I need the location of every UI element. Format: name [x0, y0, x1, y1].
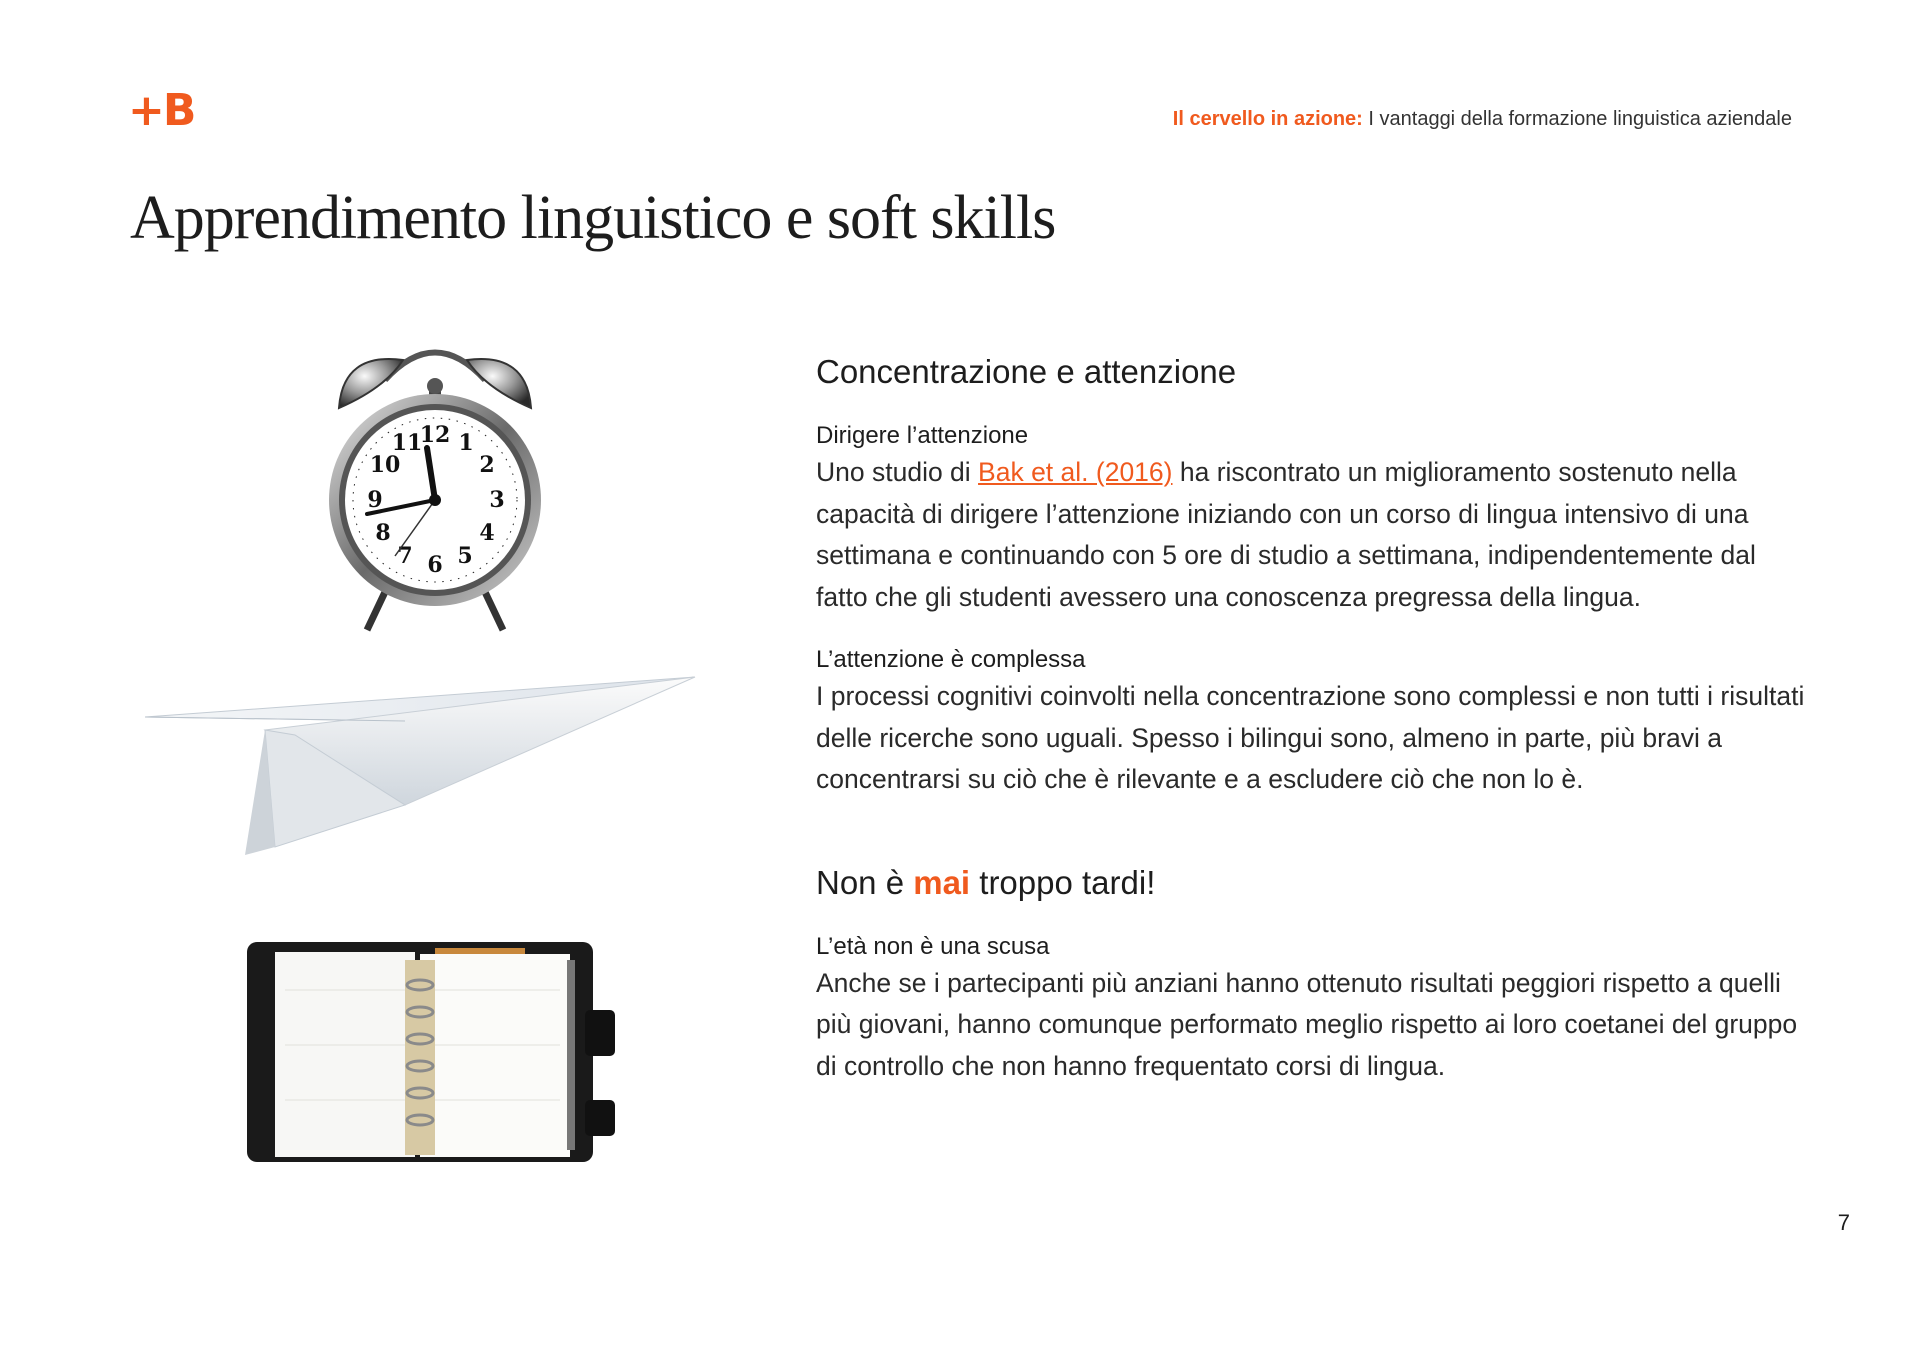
svg-text:2: 2: [479, 452, 495, 478]
svg-text:1: 1: [458, 430, 474, 456]
svg-text:8: 8: [375, 520, 391, 546]
svg-text:9: 9: [367, 487, 383, 513]
subtitle-age-no-excuse: L’età non è una scusa: [816, 932, 1050, 960]
svg-text:4: 4: [479, 520, 495, 546]
paper-airplane-photo: [145, 675, 725, 875]
svg-text:10: 10: [369, 452, 401, 478]
paragraph-directing-attention: [816, 452, 1806, 618]
alarm-clock-photo: [315, 330, 555, 650]
kicker-accent: Il cervello in azione:: [1172, 108, 1363, 130]
title-text: Non è: [816, 863, 914, 901]
subtitle-attention-complex: L’attenzione è complessa: [816, 646, 1086, 673]
main-content: [816, 350, 1806, 1087]
title-accent: mai: [913, 863, 971, 901]
citation-link[interactable]: Bak et al. (2016): [978, 457, 1173, 487]
svg-text:3: 3: [489, 487, 505, 513]
svg-text:12: 12: [419, 422, 451, 448]
header-kicker: [1173, 106, 1792, 132]
svg-text:11: 11: [391, 430, 423, 456]
open-planner-photo: [245, 940, 620, 1165]
page-number: 7: [1837, 1210, 1850, 1235]
illustrations-column: [120, 320, 720, 1200]
kicker-text: I vantaggi della formazione linguistica aziendale: [1362, 108, 1792, 130]
paragraph-age-no-excuse: Anche se i partecipanti più anziani hanno ottenuto risultati peggiori rispetto a quelli più giovani, hanno comunque performato meglio rispetto ai loro coetanei del gruppo di controllo che non hanno frequentato corsi di lingua.: [816, 967, 1798, 1081]
svg-text:6: 6: [427, 552, 443, 578]
svg-text:5: 5: [457, 543, 473, 569]
subtitle-directing-attention: Dirigere l’attenzione: [816, 422, 1029, 449]
paragraph-text: Uno studio di: [816, 457, 979, 487]
paragraph-attention-complex: I processi cognitivi coinvolti nella concentrazione sono complessi e non tutti i risultati delle ricerche sono uguali. Spesso i bilingui sono, almeno in parte, più bravi a concentrarsi su ciò che è rilevante e a escludere ciò che non lo è.: [816, 681, 1805, 794]
section-title-concentration: Concentrazione e attenzione: [816, 353, 1237, 390]
paragraph-text: ha riscontrato un miglioramento sostenuto nella capacità di dirigere l’attenzione iniziando con un corso di lingua intensivo di una settimana e continuando con 5 ore di studio a settimana, indipendentemente dal fatto che gli studenti avessero una conoscenza pregressa della lingua.: [816, 457, 1756, 612]
section-title-never-too-late: [816, 861, 1806, 905]
page-title: Apprendimento linguistico e soft skills: [130, 184, 1056, 252]
brand-logo[interactable]: +B: [128, 85, 195, 136]
svg-text:7: 7: [397, 543, 413, 569]
title-text: troppo tardi!: [970, 863, 1156, 901]
